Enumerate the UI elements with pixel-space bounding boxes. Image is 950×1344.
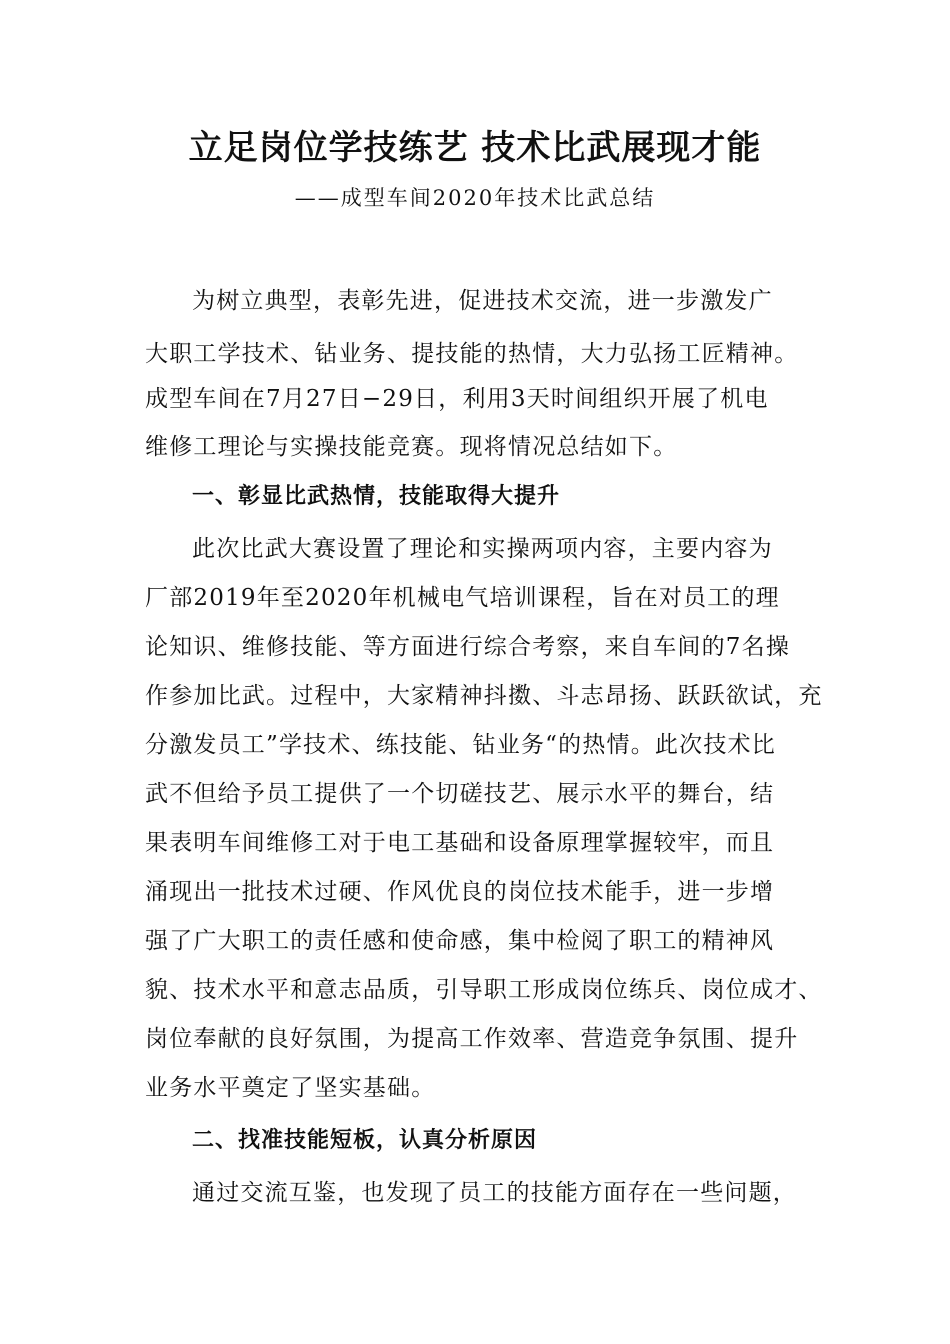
- paragraph-line: 果表明车间维修工对于电工基础和设备原理掌握较牢，而且: [145, 830, 775, 856]
- paragraph-line: 岗位奉献的良好氛围，为提高工作效率、营造竞争氛围、提升: [145, 1026, 799, 1052]
- section-heading-1: 一、彰显比武热情，技能取得大提升: [192, 484, 561, 509]
- section-heading-2: 二、找准技能短板，认真分析原因: [192, 1128, 538, 1153]
- paragraph-line: 强了广大职工的责任感和使命感，集中检阅了职工的精神风: [145, 928, 775, 954]
- paragraph-line: 涌现出一批技术过硬、作风优良的岗位技术能手，进一步增: [145, 879, 775, 905]
- paragraph-line: 为树立典型，表彰先进，促进技术交流，进一步激发广: [192, 288, 773, 314]
- paragraph-line: 成型车间在7月27日−29日，利用3天时间组织开展了机电: [145, 386, 769, 412]
- paragraph-line: 貌、技术水平和意志品质，引导职工形成岗位练兵、岗位成才、: [145, 977, 823, 1003]
- paragraph-line: 武不但给予员工提供了一个切磋技艺、展示水平的舞台，结: [145, 781, 775, 807]
- document-title: 立足岗位学技练艺 技术比武展现才能: [188, 128, 762, 168]
- paragraph-line: 厂部2019年至2020年机械电气培训课程，旨在对员工的理: [145, 585, 780, 611]
- paragraph-line: 通过交流互鉴，也发现了员工的技能方面存在一些问题，: [192, 1180, 797, 1206]
- paragraph-line: 作参加比武。过程中，大家精神抖擞、斗志昂扬、跃跃欲试，充: [145, 683, 823, 709]
- paragraph-line: 分激发员工”学技术、练技能、钻业务“的热情。此次技术比: [145, 732, 776, 758]
- document-subtitle: ——成型车间2020年技术比武总结: [294, 186, 656, 210]
- paragraph-line: 业务水平奠定了坚实基础。: [145, 1075, 436, 1101]
- paragraph-line: 大职工学技术、钻业务、提技能的热情，大力弘扬工匠精神。: [145, 341, 799, 367]
- paragraph-line: 维修工理论与实操技能竞赛。现将情况总结如下。: [145, 434, 678, 460]
- paragraph-line: 论知识、维修技能、等方面进行综合考察，来自车间的7名操: [145, 634, 791, 660]
- paragraph-line: 此次比武大赛设置了理论和实操两项内容，主要内容为: [192, 536, 773, 562]
